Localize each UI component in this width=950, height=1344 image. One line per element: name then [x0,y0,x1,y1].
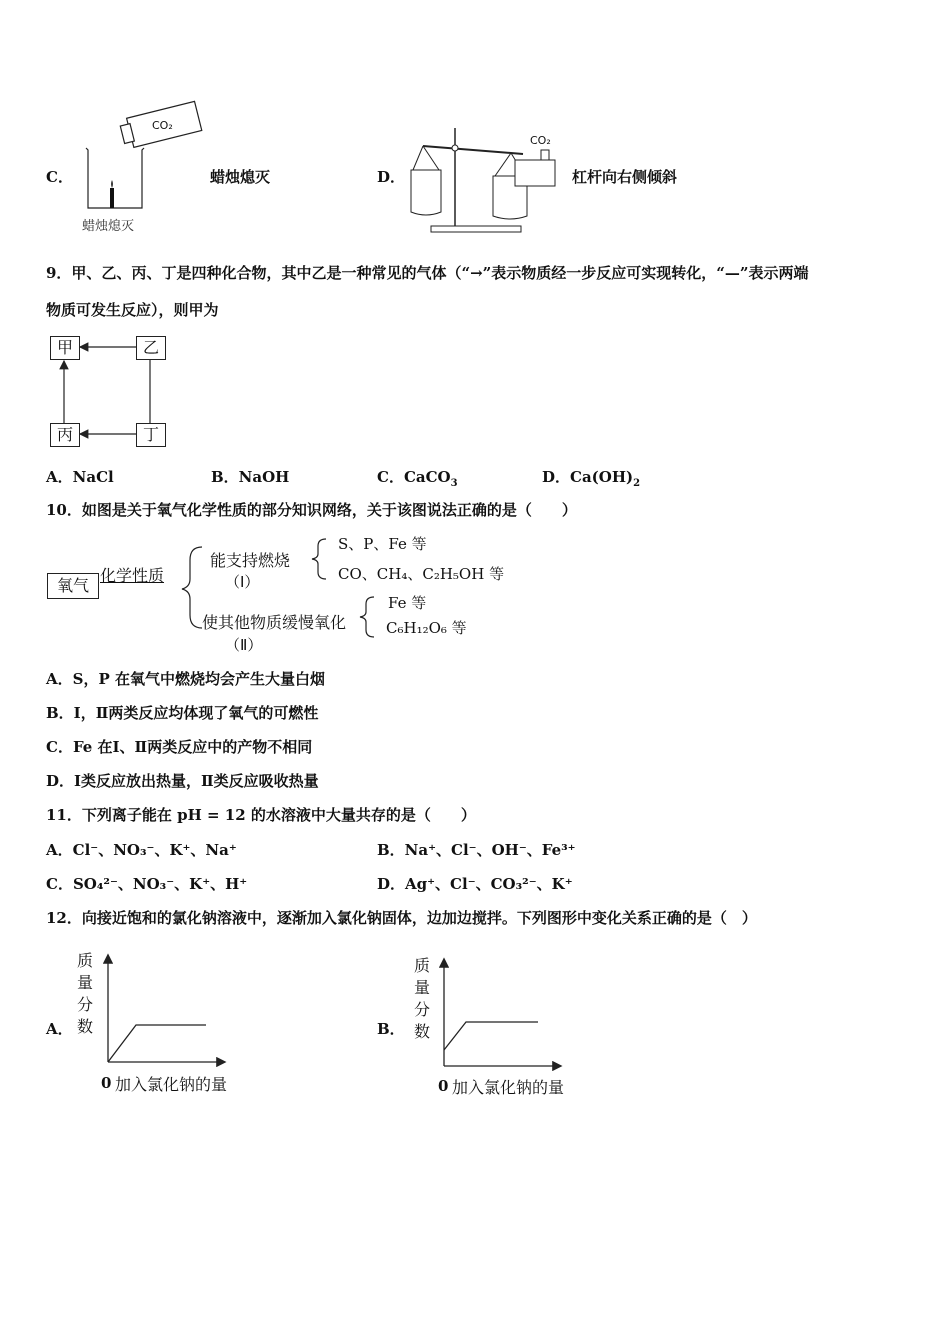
q8-d-bottle-label: CO₂ [530,134,551,147]
q10-cat2-num: （Ⅱ） [225,636,263,654]
q10-brace-cat1 [308,536,338,582]
q12-graph-b [436,954,566,1074]
q10-cat1-label: 能支持燃烧 [210,551,291,570]
q10-stem: 10．如图是关于氧气化学性质的部分知识网络，关于该图说法正确的是（ ） [46,501,577,519]
q12-a-origin: 0 [101,1074,112,1092]
q8-c-caption: 蜡烛熄灭 [82,219,135,234]
q10-cat1-num: （Ⅰ） [225,573,260,591]
a-curve [108,1025,206,1062]
q12-b-y-axis-label: 质 量 分 数 [414,956,431,1041]
q10-cat1-b: CO、CH₄、C₂H₅OH 等 [338,565,505,583]
q10-cat2-b: C₆H₁₂O₆ 等 [386,619,467,637]
q9-stem-line2: 物质可发生反应），则甲为 [46,301,219,319]
q10-cat2-a: Fe 等 [388,594,427,612]
q9-option-d: D．$Ca(OH)_2$ [542,468,641,489]
node-yi: 乙 [136,336,166,360]
q11-option-a: A．Cl⁻、NO₃⁻、K⁺、Na⁺ [46,841,237,859]
q9-option-b: B．NaOH [211,468,290,486]
q8-option-d-label: D． [377,168,406,186]
b-curve [444,1022,538,1050]
q12-a-x-axis-label: 加入氯化钠的量 [115,1075,228,1094]
q12-option-a-label: A． [46,1020,73,1038]
q10-branch-chemical: 化学性质 [100,566,165,585]
q10-option-b: B．Ⅰ，Ⅱ两类反应均体现了氧气的可燃性 [46,704,319,722]
node-bing: 丙 [50,423,80,447]
node-ding: 丁 [136,423,166,447]
q11-stem: 11．下列离子能在 pH = 12 的水溶液中大量共存的是（ ） [46,806,476,824]
q12-b-x-axis-label: 加入氯化钠的量 [452,1078,565,1097]
q10-brace-cat2 [356,594,386,640]
q12-graph-a [100,950,230,1070]
q10-option-a: A．S，P 在氧气中燃烧均会产生大量白烟 [46,670,325,688]
q9-stem-line1: 9．甲、乙、丙、丁是四种化合物，其中乙是一种常见的气体（“→”表示物质经一步反应可实现转化，“—”表示两端 [46,264,809,282]
q8-c-bottle-label: CO₂ [152,119,173,132]
q10-root-oxygen: 氧气 [47,573,99,599]
q9-option-a: A．NaCl [46,468,114,486]
q12-stem: 12．向接近饱和的氯化钠溶液中，逐渐加入氯化钠固体，边加边搅拌。下列图形中变化关系正确的是（ ） [46,909,757,927]
q10-cat1-a: S、P、Fe 等 [338,535,427,553]
q11-option-d: D．Ag⁺、Cl⁻、CO₃²⁻、K⁺ [377,875,573,893]
q12-a-y-axis-label: 质 量 分 数 [77,951,94,1036]
q8-d-result: 杠杆向右侧倾斜 [572,168,678,186]
q11-option-c: C．SO₄²⁻、NO₃⁻、K⁺、H⁺ [46,875,248,893]
q12-option-b-label: B． [377,1020,405,1038]
q12-b-origin: 0 [438,1077,449,1095]
node-jia: 甲 [50,336,80,360]
q10-option-c: C．Fe 在Ⅰ、Ⅱ两类反应中的产物不相同 [46,738,313,756]
q9-option-c: C．CaCO$_3$ [377,468,458,489]
q11-option-b: B．Na⁺、Cl⁻、OH⁻、Fe³⁺ [377,841,576,859]
q10-cat2-label: 使其他物质缓慢氧化 [202,613,347,632]
q8-c-result: 蜡烛熄灭 [210,168,271,186]
q8-option-c-label: C． [46,168,73,186]
q10-option-d: D．Ⅰ类反应放出热量，Ⅱ类反应吸收热量 [46,772,319,790]
